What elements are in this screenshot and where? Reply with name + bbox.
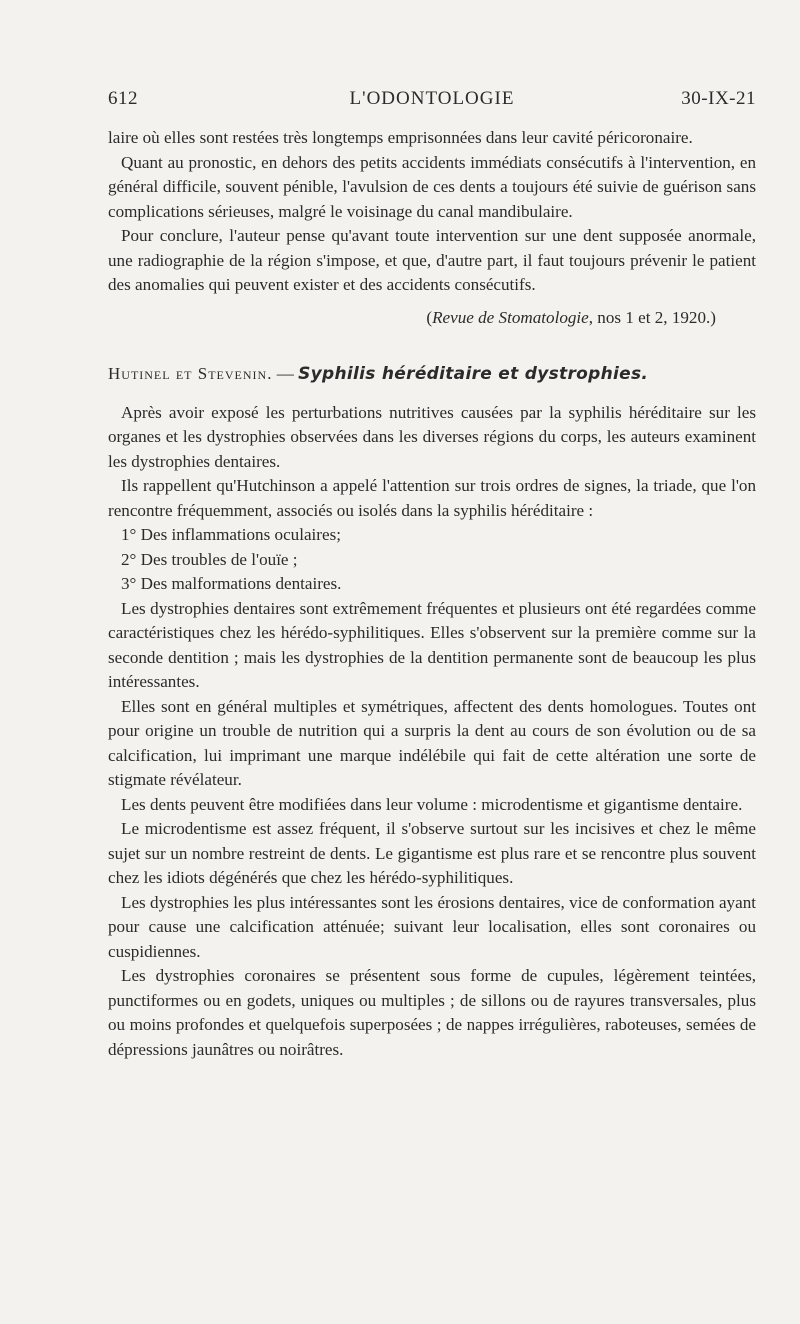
list-item: 1° Des inflammations oculaires; [121, 525, 341, 544]
paragraph: Ils rappellent qu'Hutchinson a appelé l'attention sur trois ordres de signes, la triade, que l'on rencontre fréquemment, associés ou isolés dans la syphilis héréditaire : [108, 476, 756, 520]
paragraph: laire où elles sont restées très longtemps emprisonnées dans leur cavité péricoronaire. [108, 128, 693, 147]
citation-details: , nos 1 et 2, 1920.) [588, 307, 716, 327]
paragraph: Les dents peuvent être modifiées dans leur volume : microdentisme et gigantisme dentaire. [121, 794, 743, 814]
running-header [108, 88, 756, 116]
paragraph: Les dystrophies coronaires se présentent sous forme de cupules, légèrement teintées, punctiformes ou en godets, uniques ou multiples ; de sillons ou de rayures transversales, plus ou moins profondes et quelquefois superposées ; de nappes irrégulières, raboteuses, semées de dépressions jaunâtres ou noirâtres. [108, 966, 756, 1059]
journal-title: L'ODONTOLOGIE [349, 88, 515, 109]
issue-date: 30-IX-21 [681, 88, 756, 109]
page-body [108, 126, 756, 1062]
article-authors: Hutinel et Stevenin. [108, 364, 273, 383]
paragraph: Après avoir exposé les perturbations nutritives causées par la syphilis héréditaire sur les organes et les dystrophies observées dans les diverses régions du corps, les auteurs examinent les dystrophies dentaires. [108, 402, 756, 471]
article-heading [108, 362, 756, 387]
paragraph: Elles sont en général multiples et symétriques, affectent des dents homologues. Toutes ont pour origine un trouble de nutrition qui a surpris la dent au cours de son évolution ou de sa calcification, lui imprimant une marque indélébile qui fait de cette altération une sorte de stigmate révélateur. [108, 696, 756, 789]
page-number: 612 [108, 88, 138, 109]
citation-open: ( [426, 307, 433, 327]
article-title: Syphilis héréditaire et dystrophies. [298, 364, 649, 384]
heading-dash: — [272, 364, 299, 383]
paragraph: Pour conclure, l'auteur pense qu'avant toute intervention sur une dent supposée anormale, une radiographie de la région s'impose, et que, d'autre part, il faut toujours prévenir le patient des anomalies qui peuvent exister et des accidents consécutifs. [108, 226, 756, 294]
paragraph: Les dystrophies les plus intéressantes sont les érosions dentaires, vice de conformation ayant pour cause une calcification atténuée; suivant leur localisation, elles sont coronaires ou cuspidiennes. [108, 892, 756, 961]
paragraph: Les dystrophies dentaires sont extrêmement fréquentes et plusieurs ont été regardées comme caractéristiques chez les hérédo-syphilitiques. Elles s'observent sur la première comme sur la seconde dentition ; mais les dystrophies de la dentition permanente sont de beaucoup les plus intéressantes. [108, 598, 756, 691]
citation [108, 306, 756, 331]
paragraph: Quant au pronostic, en dehors des petits accidents immédiats consécutifs à l'intervention, en général difficile, souvent pénible, l'avulsion de ces dents a toujours été suivie de guérison sans complications sérieuses, malgré le voisinage du canal mandibulaire. [108, 152, 756, 221]
list-item: 2° Des troubles de l'ouïe ; [121, 549, 298, 569]
citation-source: Revue de Stomatologie [432, 307, 589, 327]
list-item: 3° Des malformations dentaires. [121, 574, 342, 593]
paragraph: Le microdentisme est assez fréquent, il s'observe surtout sur les incisives et chez le même sujet sur un nombre restreint de dents. Le gigantisme est plus rare et se rencontre plus souvent chez les idiots dégénérés que chez les hérédo-syphilitiques. [108, 819, 756, 887]
